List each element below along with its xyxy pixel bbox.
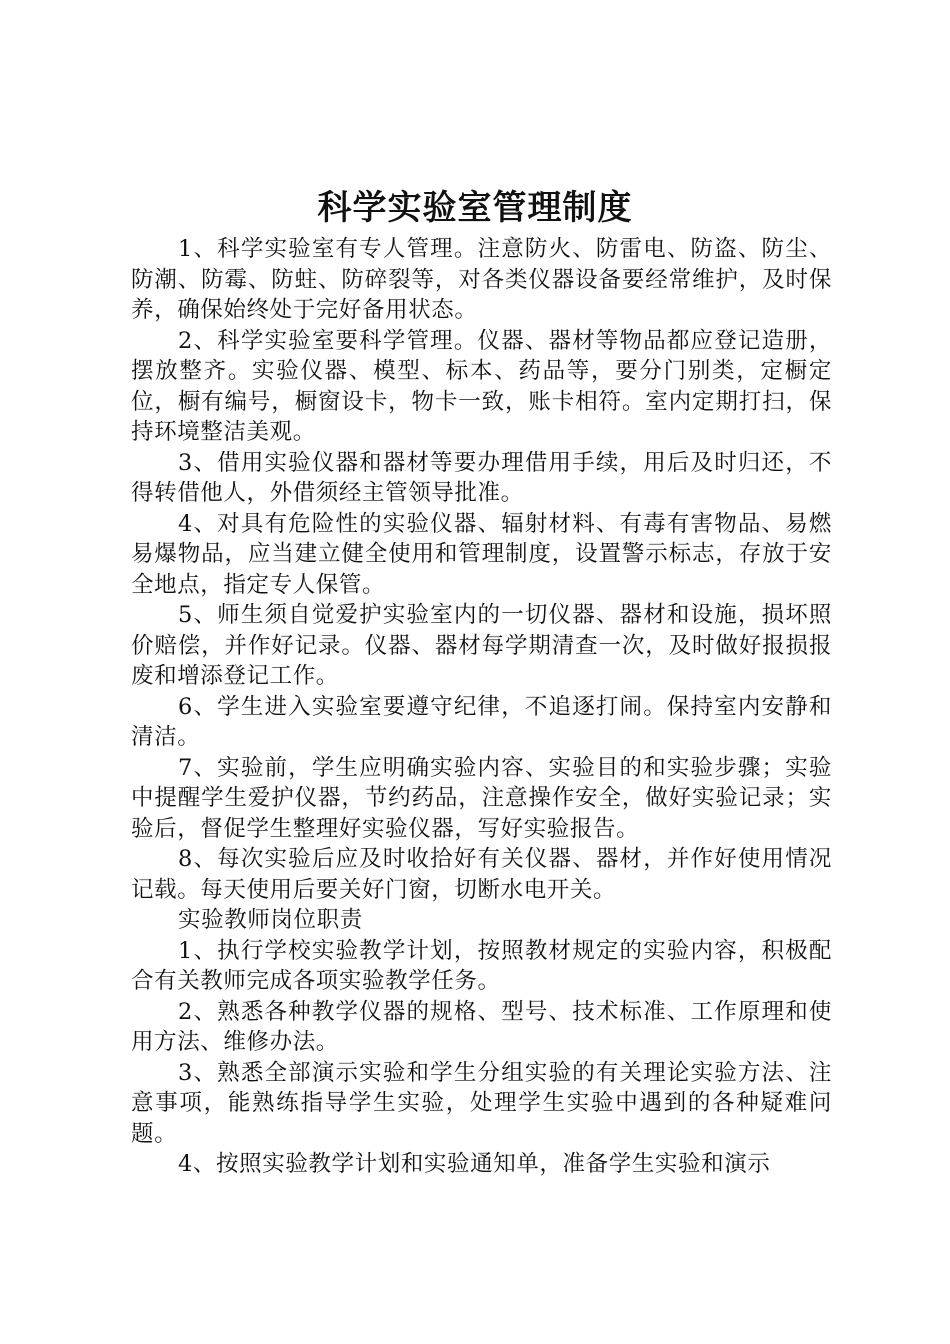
duty-paragraph-2: 2、熟悉各种教学仪器的规格、型号、技术标准、工作原理和使用方法、维修办法。 — [131, 998, 832, 1055]
duty-paragraph-1: 1、执行学校实验教学计划，按照教材规定的实验内容，积极配合有关教师完成各项实验教学任务。 — [131, 937, 832, 994]
document-title: 科学实验室管理制度 — [317, 188, 633, 228]
rule-paragraph-6: 6、学生进入实验室要遵守纪律，不追逐打闹。保持室内安静和清洁。 — [131, 693, 832, 750]
rule-paragraph-8: 8、每次实验后应及时收拾好有关仪器、器材，并作好使用情况记载。每天使用后要关好门窗，切断水电开关。 — [131, 846, 832, 903]
rule-paragraph-4: 4、对具有危险性的实验仪器、辐射材料、有毒有害物品、易燃易爆物品，应当建立健全使用和管理制度，设置警示标志，存放于安全地点，指定专人保管。 — [131, 510, 832, 598]
duty-paragraph-4: 4、按照实验教学计划和实验通知单，准备学生实验和演示 — [178, 1151, 771, 1177]
document-body — [131, 234, 832, 1180]
rule-paragraph-2: 2、科学实验室要科学管理。仪器、器材等物品都应登记造册，摆放整齐。实验仪器、模型、标本、药品等，要分门别类，定橱定位，橱有编号，橱窗设卡，物卡一致，账卡相符。室内定期打扫，保持环境整洁美观。 — [131, 327, 832, 445]
rule-paragraph-5: 5、师生须自觉爱护实验室内的一切仪器、器材和设施，损坏照价赔偿，并作好记录。仪器、器材每学期清查一次，及时做好报损报废和增添登记工作。 — [131, 602, 832, 689]
duty-paragraph-3: 3、熟悉全部演示实验和学生分组实验的有关理论实验方法、注意事项，能熟练指导学生实验，处理学生实验中遇到的各种疑难问题。 — [131, 1059, 832, 1147]
rule-paragraph-3: 3、借用实验仪器和器材等要办理借用手续，用后及时归还，不得转借他人，外借须经主管领导批准。 — [131, 449, 832, 506]
rule-paragraph-7: 7、实验前，学生应明确实验内容、实验目的和实验步骤；实验中提醒学生爱护仪器，节约药品，注意操作安全，做好实验记录；实验后，督促学生整理好实验仪器，写好实验报告。 — [131, 754, 832, 842]
rule-paragraph-1: 1、科学实验室有专人管理。注意防火、防雷电、防盗、防尘、防潮、防霉、防蛀、防碎裂等，对各类仪器设备要经常维护，及时保养，确保始终处于完好备用状态。 — [131, 236, 832, 323]
section-subheading: 实验教师岗位职责 — [178, 907, 363, 933]
